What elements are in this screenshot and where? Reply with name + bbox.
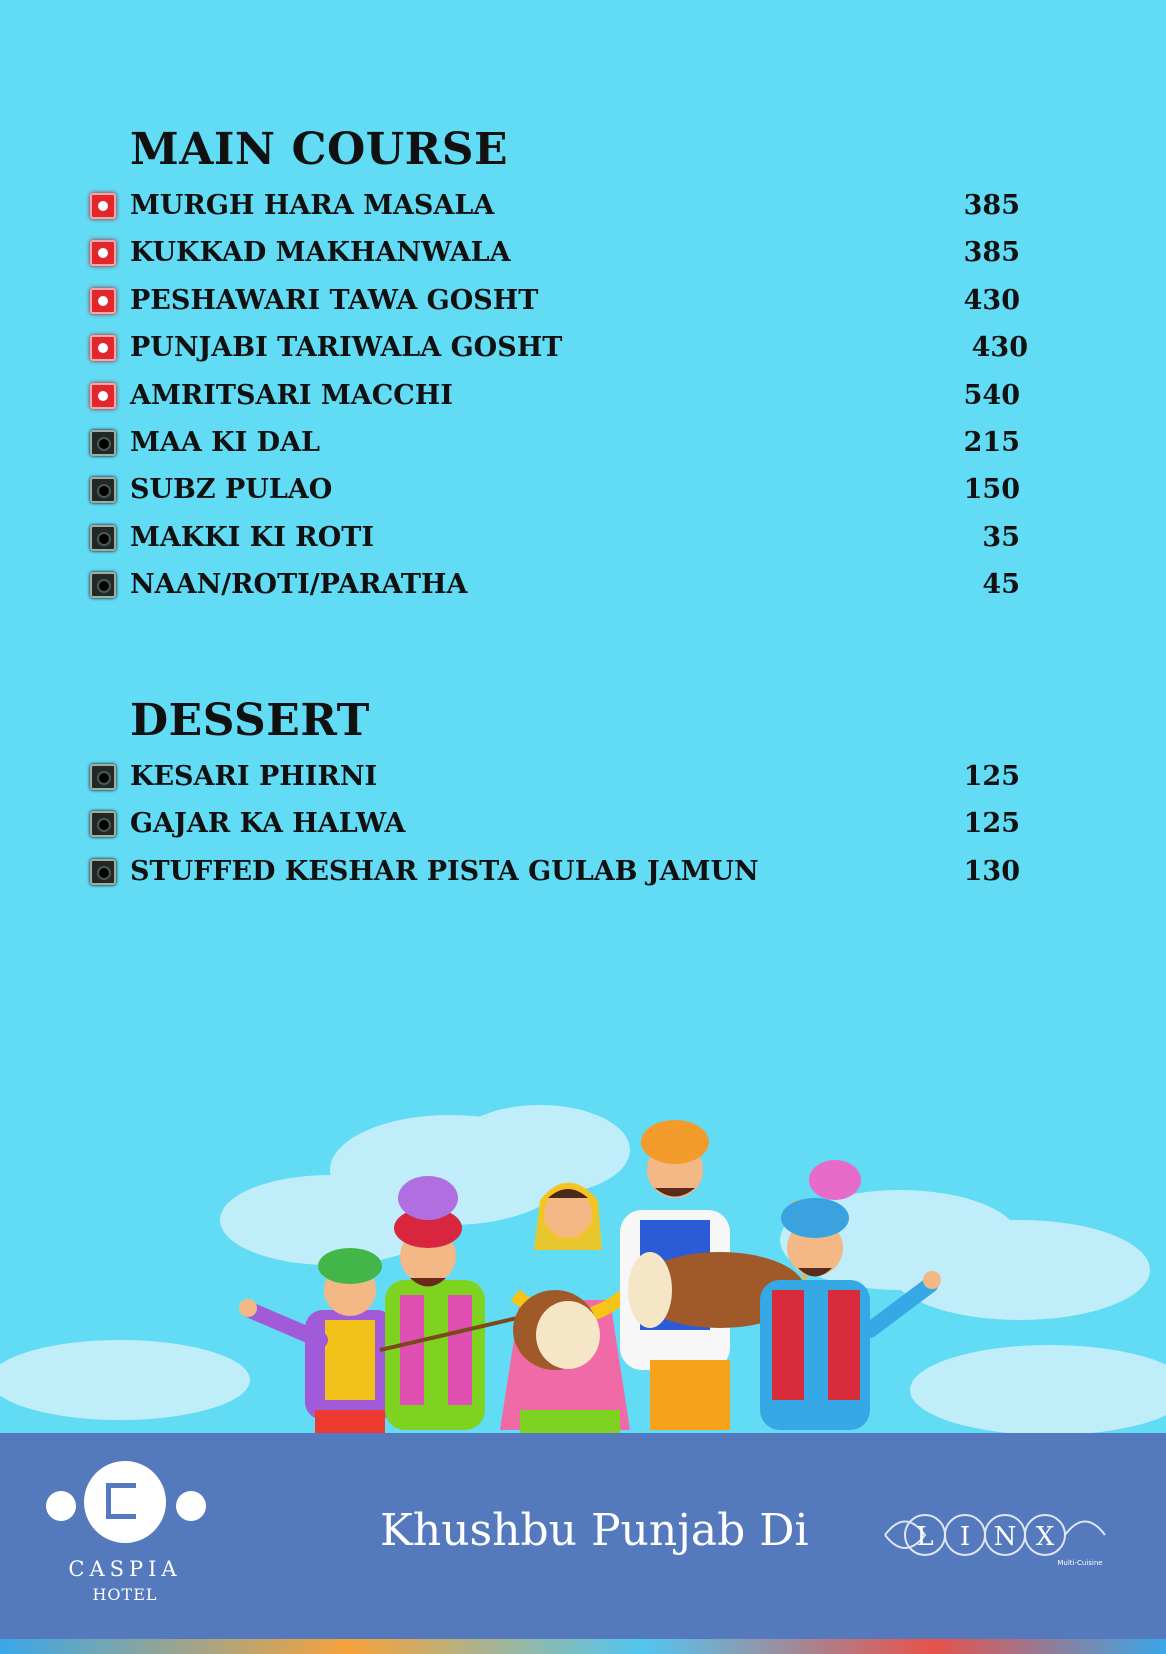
menu-item xyxy=(90,376,1030,416)
item-price: 385 xyxy=(963,190,1020,221)
linx-letter: X xyxy=(1035,1522,1055,1552)
item-name: MAA KI DAL xyxy=(130,427,321,458)
nonveg-mark-icon xyxy=(90,335,116,361)
main-course-section xyxy=(90,124,1030,608)
item-name: SUBZ PULAO xyxy=(130,474,333,505)
item-price: 125 xyxy=(963,761,1020,792)
veg-mark-icon xyxy=(90,430,116,456)
item-name: MAKKI KI ROTI xyxy=(130,522,374,553)
hotel-sub: HOTEL xyxy=(92,1585,158,1604)
item-price: 540 xyxy=(963,380,1020,411)
logo-circle xyxy=(84,1461,166,1543)
restaurant-tagline: Khushbu Punjab Di xyxy=(380,1505,809,1556)
nonveg-mark-icon xyxy=(90,383,116,409)
veg-mark-icon xyxy=(90,572,116,598)
item-name: PESHAWARI TAWA GOSHT xyxy=(130,285,539,316)
linx-logo xyxy=(880,1503,1110,1573)
menu-item xyxy=(90,757,1030,797)
item-price: 215 xyxy=(963,427,1020,458)
menu-item xyxy=(90,565,1030,605)
veg-mark-icon xyxy=(90,525,116,551)
menu-item xyxy=(90,852,1030,892)
item-price: 430 xyxy=(971,332,1028,363)
item-price: 45 xyxy=(982,569,1020,600)
item-name: MURGH HARA MASALA xyxy=(130,190,495,221)
caspia-logo xyxy=(40,1461,210,1611)
veg-mark-icon xyxy=(90,477,116,503)
item-name: KESARI PHIRNI xyxy=(130,761,378,792)
main-course-title: MAIN COURSE xyxy=(130,124,509,175)
decorative-strip xyxy=(0,1639,1166,1654)
logo-dot xyxy=(46,1491,76,1521)
menu-item xyxy=(90,281,1030,321)
linx-sub: Multi-Cuisine xyxy=(1057,1559,1103,1567)
veg-mark-icon xyxy=(90,764,116,790)
item-name: STUFFED KESHAR PISTA GULAB JAMUN xyxy=(130,856,759,887)
veg-mark-icon xyxy=(90,811,116,837)
nonveg-mark-icon xyxy=(90,193,116,219)
veg-mark-icon xyxy=(90,859,116,885)
linx-letter: I xyxy=(959,1522,971,1552)
footer-banner xyxy=(0,1433,1166,1639)
linx-letter: L xyxy=(916,1522,934,1552)
dessert-title: DESSERT xyxy=(130,695,370,746)
menu-item xyxy=(90,804,1030,844)
item-name: KUKKAD MAKHANWALA xyxy=(130,237,511,268)
menu-item xyxy=(90,233,1030,273)
item-price: 35 xyxy=(982,522,1020,553)
item-name: GAJAR KA HALWA xyxy=(130,808,406,839)
nonveg-mark-icon xyxy=(90,240,116,266)
item-name: NAAN/ROTI/PARATHA xyxy=(130,569,468,600)
item-price: 430 xyxy=(963,285,1020,316)
menu-item xyxy=(90,518,1030,558)
menu-item xyxy=(90,470,1030,510)
menu-item xyxy=(90,328,1030,368)
item-name: AMRITSARI MACCHI xyxy=(130,380,453,411)
bhangra-dancers-illustration xyxy=(0,1080,1166,1440)
item-price: 130 xyxy=(963,856,1020,887)
nonveg-mark-icon xyxy=(90,288,116,314)
logo-dot xyxy=(176,1491,206,1521)
hotel-name: CASPIA xyxy=(68,1557,182,1581)
item-price: 385 xyxy=(963,237,1020,268)
item-price: 150 xyxy=(963,474,1020,505)
linx-letter: N xyxy=(993,1522,1017,1552)
dessert-section xyxy=(90,695,1030,899)
item-price: 125 xyxy=(963,808,1020,839)
menu-item xyxy=(90,186,1030,226)
menu-item xyxy=(90,423,1030,463)
item-name: PUNJABI TARIWALA GOSHT xyxy=(130,332,563,363)
